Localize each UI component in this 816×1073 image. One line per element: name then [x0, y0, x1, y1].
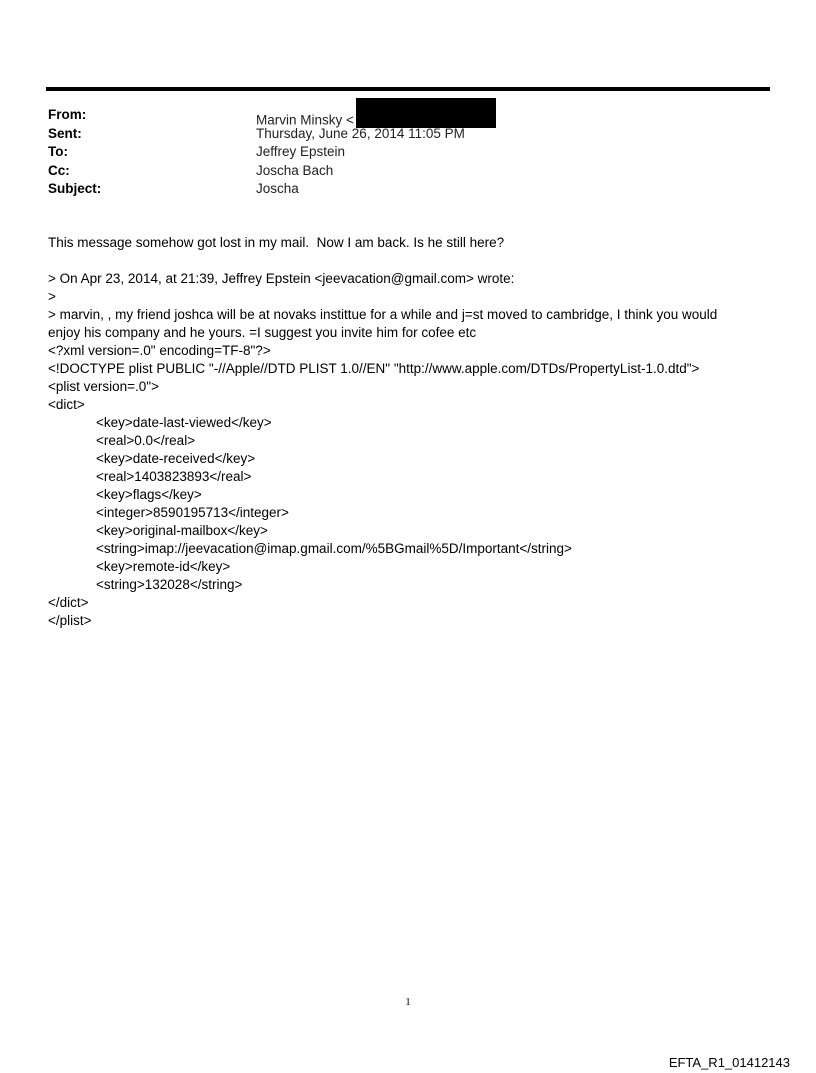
quote-text: > marvin, , my friend joshca will be at novaks instittue for a while and j=st moved to cambridge, I think you would enjoy his company and he yours. =I suggest you invite him for cofee etc [48, 307, 718, 340]
subject-label: Subject: [48, 181, 102, 196]
dict-line: <key>flags</key> [96, 487, 202, 502]
dict-line: <integer>8590195713</integer> [96, 505, 289, 520]
document-id: EFTA_R1_01412143 [668, 1055, 790, 1070]
cc-label: Cc: [48, 162, 70, 178]
cc-value: Joscha Bach [256, 162, 334, 178]
dict-line: <key>remote-id</key> [96, 559, 231, 574]
dict-line: <key>original-mailbox</key> [96, 523, 268, 538]
dict-line: <real>0.0</real> [96, 433, 196, 448]
dict-line: <key>date-last-viewed</key> [96, 415, 272, 430]
xml-declaration: <?xml version=.0" encoding=TF-8"?> [48, 343, 271, 358]
from-label: From: [48, 107, 87, 122]
header-rule [46, 87, 770, 91]
sent-label: Sent: [48, 125, 82, 141]
dict-line: <real>1403823893</real> [96, 469, 252, 484]
dict-open: <dict> [48, 397, 85, 412]
subject-value: Joscha [256, 181, 299, 196]
redaction-box [356, 98, 496, 128]
intro-line: This message somehow got lost in my mail. Now I am back. Is he still here? [48, 235, 505, 250]
plist-open: <plist version=.0"> [48, 379, 159, 394]
spacer [48, 252, 748, 270]
quote-blank: > [48, 289, 56, 304]
plist-close: </plist> [48, 613, 92, 628]
doctype-line: <!DOCTYPE plist PUBLIC "-//Apple//DTD PLIST 1.0//EN" "http://www.apple.com/DTDs/PropertyList-1.0.dtd"> [48, 361, 700, 376]
email-body [48, 234, 748, 630]
sent-value: Thursday, June 26, 2014 11:05 PM [256, 125, 465, 141]
to-value: Jeffrey Epstein [256, 144, 346, 159]
from-name: Marvin Minsky < [256, 112, 354, 128]
dict-line: <key>date-received</key> [96, 451, 256, 466]
dict-line: <string>132028</string> [96, 577, 243, 592]
to-label: To: [48, 144, 68, 159]
page-number: 1 [405, 996, 411, 1008]
dict-close: </dict> [48, 595, 89, 610]
dict-line: <string>imap://jeevacation@imap.gmail.com/%5BGmail%5D/Important</string> [96, 541, 572, 556]
quote-header: > On Apr 23, 2014, at 21:39, Jeffrey Epstein <jeevacation@gmail.com> wrote: [48, 271, 515, 286]
